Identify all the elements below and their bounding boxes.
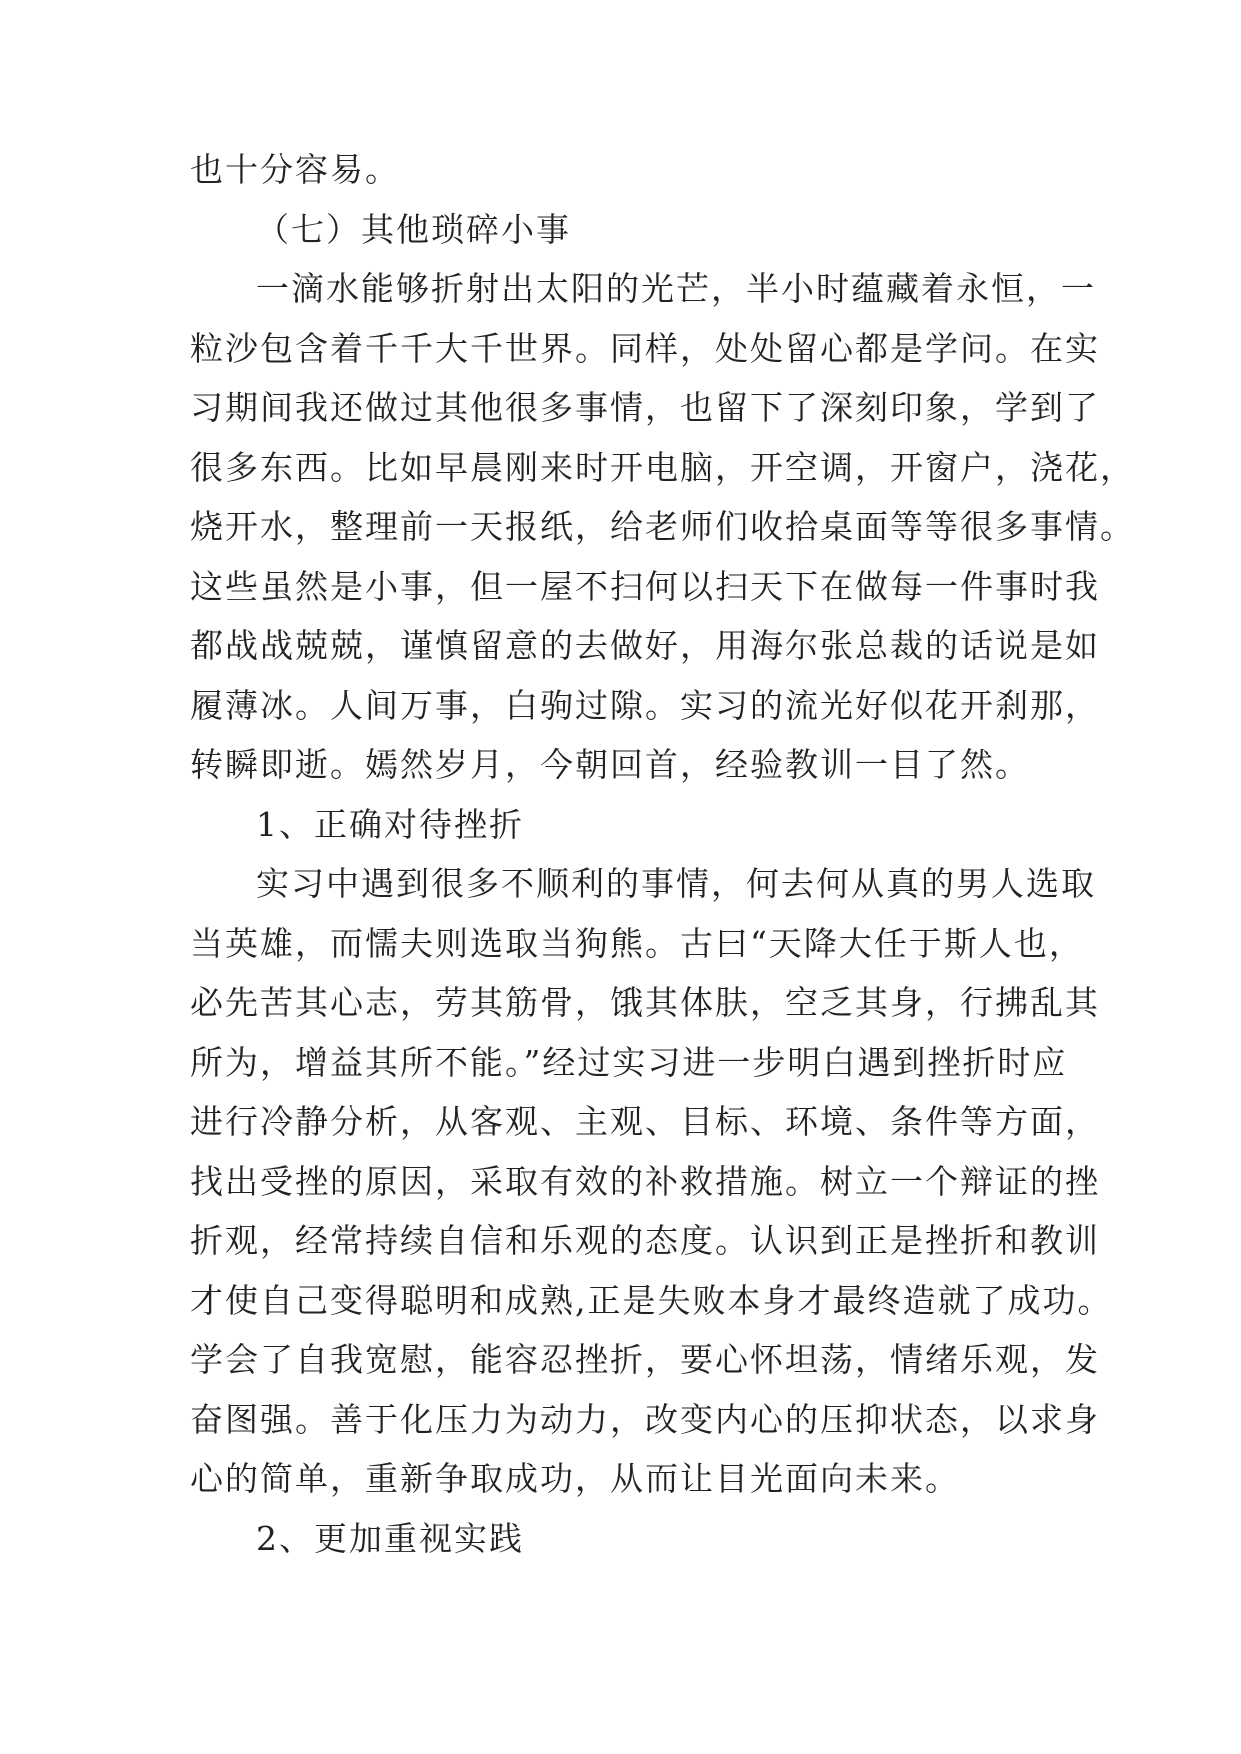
subsection-heading: 1、正确对待挫折 <box>256 804 524 844</box>
text-line: 都战战兢兢，谨慎留意的去做好，用海尔张总裁的话说是如 <box>190 626 1100 665</box>
text-line: 履薄冰。人间万事，白驹过隙。实习的流光好似花开刹那， <box>190 685 1100 725</box>
text-line: 才使自己变得聪明和成熟,正是失败本身才最终造就了成功。 <box>190 1280 1113 1320</box>
text-line: 很多东西。比如早晨刚来时开电脑，开空调，开窗户，浇花， <box>190 447 1135 487</box>
subsection-heading: 2、更加重视实践 <box>256 1518 524 1558</box>
text-line: 当英雄，而懦夫则选取当狗熊。古曰“天降大任于斯人也， <box>190 923 1084 963</box>
text-line: 转瞬即逝。嫣然岁月，今朝回首，经验教训一目了然。 <box>190 745 1030 784</box>
text-line: 折观，经常持续自信和乐观的态度。认识到正是挫折和教训 <box>190 1221 1100 1260</box>
text-line: 烧开水，整理前一天报纸，给老师们收拾桌面等等很多事情。 <box>190 507 1135 546</box>
text-line: 必先苦其心志，劳其筋骨，饿其体肤，空乏其身，行拂乱其 <box>190 983 1100 1022</box>
text-line: 学会了自我宽慰，能容忍挫折，要心怀坦荡，情绪乐观，发 <box>190 1340 1100 1379</box>
text-line: 也十分容易。 <box>190 150 400 189</box>
document-body <box>190 140 1135 1568</box>
text-line: 奋图强。善于化压力为动力，改变内心的压抑状态，以求身 <box>190 1399 1100 1439</box>
text-line: 心的简单，重新争取成功，从而让目光面向未来。 <box>190 1459 960 1498</box>
text-line: 粒沙包含着千千大千世界。同样，处处留心都是学问。在实 <box>190 328 1100 368</box>
text-line: 这些虽然是小事，但一屋不扫何以扫天下在做每一件事时我 <box>190 566 1100 606</box>
text-line: 找出受挫的原因，采取有效的补救措施。树立一个辩证的挫 <box>190 1161 1100 1201</box>
text-line: 习期间我还做过其他很多事情，也留下了深刻印象，学到了 <box>190 388 1100 427</box>
text-line: 一滴水能够折射出太阳的光芒，半小时蕴藏着永恒，一 <box>256 269 1096 308</box>
section-heading: （七）其他琐碎小事 <box>256 209 571 249</box>
text-line: 进行冷静分析，从客观、主观、目标、环境、条件等方面， <box>190 1102 1100 1141</box>
text-line: 所为，增益其所不能。”经过实习进一步明白遇到挫折时应 <box>190 1042 1068 1082</box>
text-line: 实习中遇到很多不顺利的事情，何去何从真的男人选取 <box>256 864 1096 903</box>
